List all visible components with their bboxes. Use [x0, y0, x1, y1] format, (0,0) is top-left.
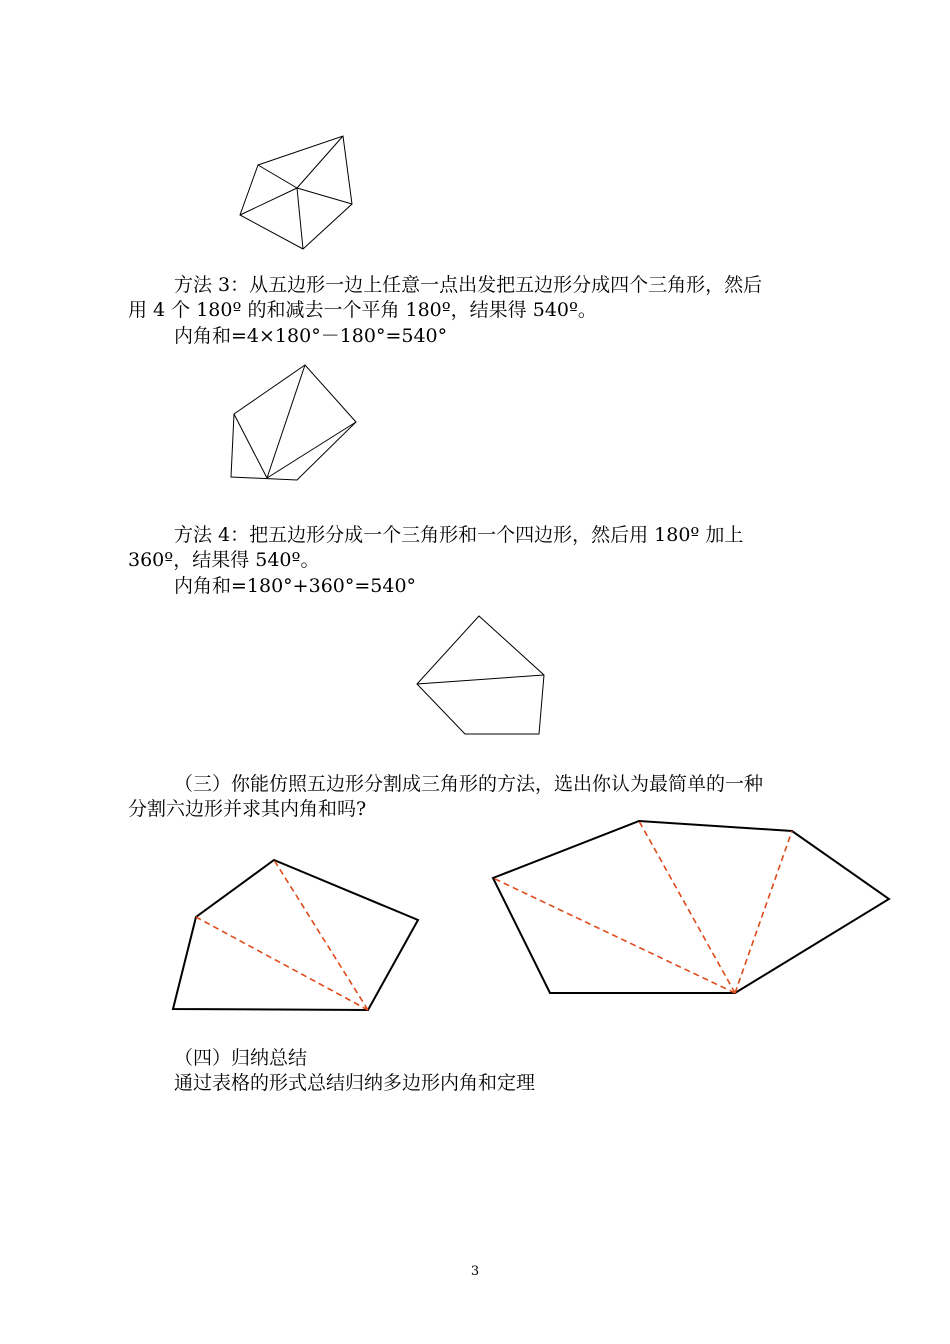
section4-text: 通过表格的形式总结归纳多边形内角和定理: [174, 1072, 536, 1094]
dashed-diagonal: [735, 831, 792, 993]
method4-line2: 360º，结果得 540º。: [128, 549, 320, 571]
method4-formula: 内角和=180°+360°=540°: [174, 575, 417, 597]
method3-line2: 用 4 个 180º 的和减去一个平角 180º，结果得 540º。: [128, 299, 597, 321]
section4-heading: （四）归纳总结: [174, 1047, 308, 1069]
method4-line1: 方法 4：把五边形分成一个三角形和一个四边形，然后用 180º 加上: [174, 524, 744, 546]
dashed-diagonal: [639, 821, 735, 993]
method3-line1: 方法 3：从五边形一边上任意一点出发把五边形分成四个三角形，然后: [174, 274, 763, 296]
section3-line1: （三）你能仿照五边形分割成三角形的方法，选出你认为最简单的一种: [174, 773, 764, 795]
section3-line2: 分割六边形并求其内角和吗?: [128, 798, 367, 820]
method3-formula: 内角和=4×180°－180°=540°: [174, 325, 448, 347]
dashed-diagonal: [493, 878, 735, 993]
page-number: 3: [470, 1264, 480, 1279]
